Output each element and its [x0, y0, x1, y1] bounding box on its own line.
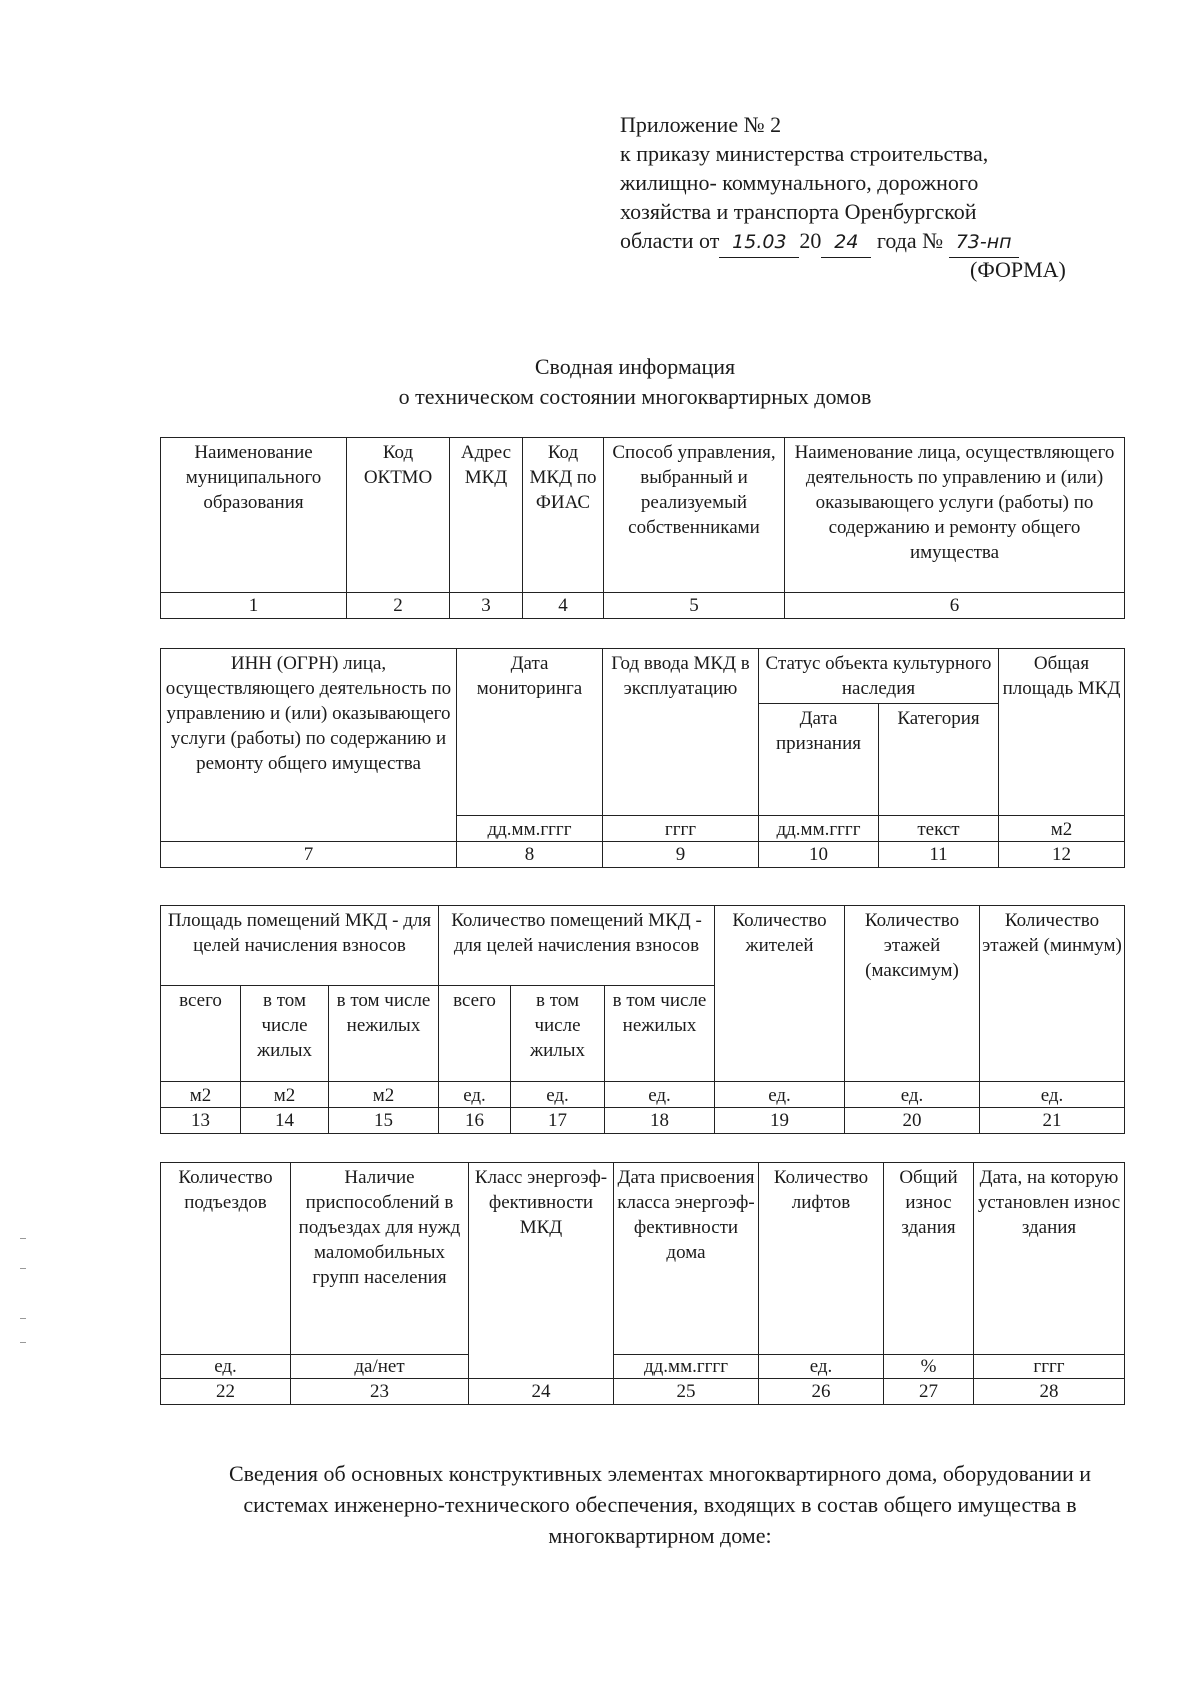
document-title-line-2: о техническом состоянии многоквартирных домов [398, 384, 872, 409]
column-number: 12 [999, 842, 1125, 868]
column-number: 17 [511, 1108, 605, 1134]
appendix-header [620, 110, 1090, 282]
column-number: 8 [457, 842, 603, 868]
header-elevators: Количество лифтов [759, 1163, 884, 1355]
scan-margin-mark [20, 1318, 26, 1319]
table-3-header-row [161, 906, 1125, 986]
order-date-handwritten: 15.03 [719, 228, 799, 258]
document-title-line-1: Сводная информация [534, 354, 736, 379]
header-manager-name: Наименование лица, осуществляющего деятельность по управлению и (или) оказывающего услуги (работы) по содержанию и ремонту общего имущества [785, 438, 1125, 593]
appendix-from-label: области от [620, 228, 720, 253]
column-number: 28 [974, 1379, 1125, 1405]
table-1 [160, 437, 1125, 619]
appendix-title: Приложение № 2 [620, 112, 782, 137]
column-number: 9 [603, 842, 759, 868]
unit-cell: текст [879, 816, 999, 842]
unit-cell: м2 [999, 816, 1125, 842]
column-number: 3 [450, 593, 523, 619]
column-number: 7 [161, 842, 457, 868]
column-number: 6 [785, 593, 1125, 619]
appendix-line-2: к приказу министерства строительства, [620, 141, 989, 166]
unit-cell: м2 [161, 1082, 241, 1108]
subheader-count-nonresidential: в том числе нежилых [605, 986, 715, 1082]
unit-cell: дд.мм.гггг [759, 816, 879, 842]
table-3 [160, 905, 1125, 1134]
column-number: 21 [980, 1108, 1125, 1134]
table-2 [160, 648, 1125, 868]
column-number: 19 [715, 1108, 845, 1134]
scan-margin-mark [20, 1268, 26, 1269]
header-inn: ИНН (ОГРН) лица, осуществляющего деятельность по управлению и (или) оказывающего услуги (работы) по содержанию и ремонту общего имущества [161, 649, 457, 816]
form-label: (ФОРМА) [970, 257, 1066, 282]
table-4-header-row [161, 1163, 1125, 1355]
header-commission-year: Год ввода МКД в эксплуатацию [603, 649, 759, 816]
column-number: 5 [604, 593, 785, 619]
header-municipality: Наименование муниципального образования [161, 438, 347, 593]
header-heritage-status: Статус объекта культурного наследия [759, 649, 999, 704]
table-4-number-row [161, 1379, 1125, 1405]
column-number: 15 [329, 1108, 439, 1134]
order-number-label: года № [876, 228, 944, 253]
header-fias: Код МКД по ФИАС [523, 438, 604, 593]
column-number: 4 [523, 593, 604, 619]
unit-cell: ед. [511, 1082, 605, 1108]
column-number: 14 [241, 1108, 329, 1134]
column-number: 13 [161, 1108, 241, 1134]
header-address: Адрес МКД [450, 438, 523, 593]
order-year-handwritten: 24 [821, 228, 871, 258]
document-title [0, 352, 1200, 412]
column-number: 23 [291, 1379, 469, 1405]
header-category: Категория [879, 704, 999, 816]
unit-cell: дд.мм.гггг [614, 1355, 759, 1379]
header-floors-max: Количество этажей (максимум) [845, 906, 980, 1082]
header-premises-count: Количество помещений МКД - для целей начисления взносов [439, 906, 715, 986]
table-4 [160, 1162, 1125, 1405]
table-1-header-row [161, 438, 1125, 593]
subheader-count-total: всего [439, 986, 511, 1082]
column-number: 11 [879, 842, 999, 868]
header-accessibility: Наличие приспособлений в подъездах для нужд маломобильных групп населения [291, 1163, 469, 1355]
order-number-handwritten: 73-нп [949, 228, 1019, 258]
column-number: 18 [605, 1108, 715, 1134]
header-management-method: Способ управления, выбранный и реализуемый собственниками [604, 438, 785, 593]
header-recognition-date: Дата признания [759, 704, 879, 816]
unit-cell: ед. [439, 1082, 511, 1108]
subheader-area-residential: в том числе жилых [241, 986, 329, 1082]
table-3-number-row [161, 1108, 1125, 1134]
table-2-unit-row [161, 816, 1125, 842]
unit-cell: гггг [974, 1355, 1125, 1379]
unit-cell: ед. [759, 1355, 884, 1379]
appendix-line-5 [620, 226, 1090, 258]
unit-cell-empty [161, 816, 457, 842]
column-number: 10 [759, 842, 879, 868]
subheader-area-nonresidential: в том числе нежилых [329, 986, 439, 1082]
header-energy-class: Класс энергоэф-фективности МКД [469, 1163, 614, 1379]
header-oktmo: Код ОКТМО [347, 438, 450, 593]
scan-margin-mark [20, 1342, 26, 1343]
header-wear-date: Дата, на которую установлен износ здания [974, 1163, 1125, 1355]
column-number: 1 [161, 593, 347, 619]
column-number: 24 [469, 1379, 614, 1405]
table-1-number-row [161, 593, 1125, 619]
column-number: 16 [439, 1108, 511, 1134]
header-entrances: Количество подъездов [161, 1163, 291, 1355]
unit-cell: ед. [715, 1082, 845, 1108]
header-monitoring-date: Дата мониторинга [457, 649, 603, 816]
header-energy-class-date: Дата присвоения класса энергоэф-фективности дома [614, 1163, 759, 1355]
subheader-area-total: всего [161, 986, 241, 1082]
column-number: 27 [884, 1379, 974, 1405]
column-number: 22 [161, 1379, 291, 1405]
order-year-prefix: 20 [799, 228, 822, 253]
table-2-header-row [161, 649, 1125, 704]
scan-margin-mark [20, 1238, 26, 1239]
unit-cell: ед. [845, 1082, 980, 1108]
appendix-line-3: жилищно- коммунального, дорожного [620, 170, 979, 195]
section-title: Сведения об основных конструктивных элементах многоквартирного дома, оборудовании и системах инженерно-технического обеспечения, входящих в состав общего имущества в многоквартирном доме: [228, 1461, 1092, 1548]
unit-cell: дд.мм.гггг [457, 816, 603, 842]
header-floors-min: Количество этажей (минмум) [980, 906, 1125, 1082]
header-premises-area: Площадь помещений МКД - для целей начисления взносов [161, 906, 439, 986]
column-number: 2 [347, 593, 450, 619]
unit-cell: м2 [329, 1082, 439, 1108]
unit-cell: гггг [603, 816, 759, 842]
header-residents: Количество жителей [715, 906, 845, 1082]
subheader-count-residential: в том числе жилых [511, 986, 605, 1082]
appendix-line-4: хозяйства и транспорта Оренбургской [620, 199, 977, 224]
column-number: 25 [614, 1379, 759, 1405]
column-number: 26 [759, 1379, 884, 1405]
table-2-number-row [161, 842, 1125, 868]
unit-cell: ед. [605, 1082, 715, 1108]
column-number: 20 [845, 1108, 980, 1134]
unit-cell: да/нет [291, 1355, 469, 1379]
table-3-unit-row [161, 1082, 1125, 1108]
unit-cell: % [884, 1355, 974, 1379]
unit-cell: ед. [980, 1082, 1125, 1108]
table-4-unit-row [161, 1355, 1125, 1379]
unit-cell: ед. [161, 1355, 291, 1379]
header-total-area: Общая площадь МКД [999, 649, 1125, 816]
unit-cell: м2 [241, 1082, 329, 1108]
header-wear: Общий износ здания [884, 1163, 974, 1355]
